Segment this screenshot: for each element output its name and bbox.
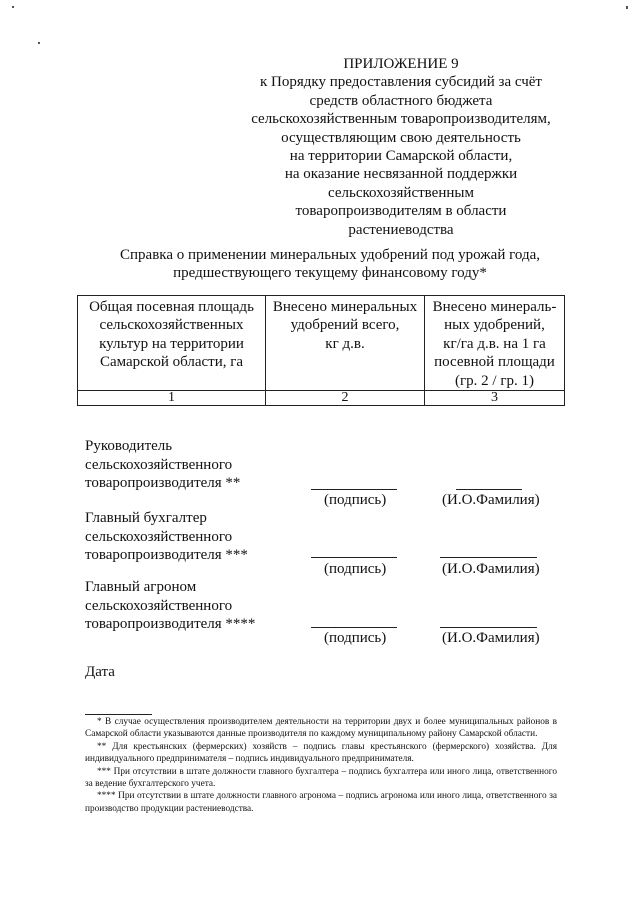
appendix-heading: ПРИЛОЖЕНИЕ 9	[343, 56, 459, 72]
certificate-title-line: предшествующего текущему финансовому году*	[173, 265, 487, 281]
footnote: *** При отсутствии в штате должности главного бухгалтера – подпись бухгалтера или иного лица, ответственного за ведение бухгалтерского учета.	[85, 766, 557, 790]
name-line	[440, 557, 537, 558]
footnote: ** Для крестьянских (фермерских) хозяйств – подпись главы крестьянского (фермерского) хозяйства. Для индивидуального предпринимателя – подпись индивидуального предпринимателя.	[85, 741, 557, 765]
appendix-line: на территории Самарской области,	[289, 148, 513, 165]
name-caption: (И.О.Фамилия)	[442, 492, 540, 508]
signature-role-head: Руководитель сельскохозяйственного товаропроизводителя **	[85, 438, 241, 491]
appendix-line: сельскохозяйственным	[328, 184, 474, 201]
column-number: 3	[425, 391, 565, 406]
footnotes	[85, 716, 557, 815]
certificate-title	[70, 246, 590, 282]
header-cell-fertilizer-total: Внесено минеральных удобрений всего, кг д.в.	[266, 296, 425, 391]
footnote-separator	[85, 714, 152, 715]
date-label: Дата	[85, 664, 115, 680]
signature-line	[311, 627, 397, 628]
signature-role-chief-agronomist: Главный агроном сельскохозяйственного товаропроизводителя ****	[85, 579, 256, 632]
column-number: 1	[78, 391, 266, 406]
certificate-title-line: Справка о применении минеральных удобрений под урожай года,	[120, 247, 540, 263]
fertilizer-table	[77, 295, 565, 406]
appendix-line: средств областного бюджета	[309, 92, 493, 109]
table-column-number-row	[78, 391, 565, 406]
scan-speck	[12, 6, 14, 8]
appendix-line: сельскохозяйственным товаропроизводителям,	[251, 111, 551, 128]
signature-caption: (подпись)	[324, 561, 387, 577]
header-cell-sown-area: Общая посевная площадь сельскохозяйственных культур на территории Самарской области, га	[78, 296, 266, 391]
column-number: 2	[266, 391, 425, 406]
footnote: **** При отсутствии в штате должности главного агронома – подпись агронома или иного лица, ответственного за производство продукции растениеводства.	[85, 791, 557, 814]
signature-role-chief-accountant: Главный бухгалтер сельскохозяйственного товаропроизводителя ***	[85, 510, 248, 563]
appendix-line: на оказание несвязанной поддержки	[284, 166, 518, 183]
appendix-header	[236, 55, 566, 239]
appendix-line: растениеводства	[348, 221, 454, 238]
signature-line	[311, 489, 397, 490]
header-cell-fertilizer-per-ha: Внесено минераль- ных удобрений, кг/га д.в. на 1 га посевной площади (гр. 2 / гр. 1)	[425, 296, 565, 391]
name-line	[440, 627, 537, 628]
appendix-line: товаропроизводителям в области	[295, 203, 507, 220]
scan-speck	[38, 42, 40, 44]
name-caption: (И.О.Фамилия)	[442, 561, 540, 577]
appendix-line: осуществляющим свою деятельность	[281, 129, 521, 146]
signature-line	[311, 557, 397, 558]
footnote: * В случае осуществления производителем деятельности на территории двух и более муниципальных районов в Самарской области указываются данные производителя по каждому муниципальному району Самарской области.	[85, 717, 557, 740]
scan-speck	[626, 6, 628, 9]
name-caption: (И.О.Фамилия)	[442, 630, 540, 646]
appendix-line: к Порядку предоставления субсидий за счёт	[260, 74, 542, 91]
signature-caption: (подпись)	[324, 492, 387, 508]
name-line	[456, 489, 522, 490]
signature-caption: (подпись)	[324, 630, 387, 646]
table-header-row	[78, 296, 565, 391]
